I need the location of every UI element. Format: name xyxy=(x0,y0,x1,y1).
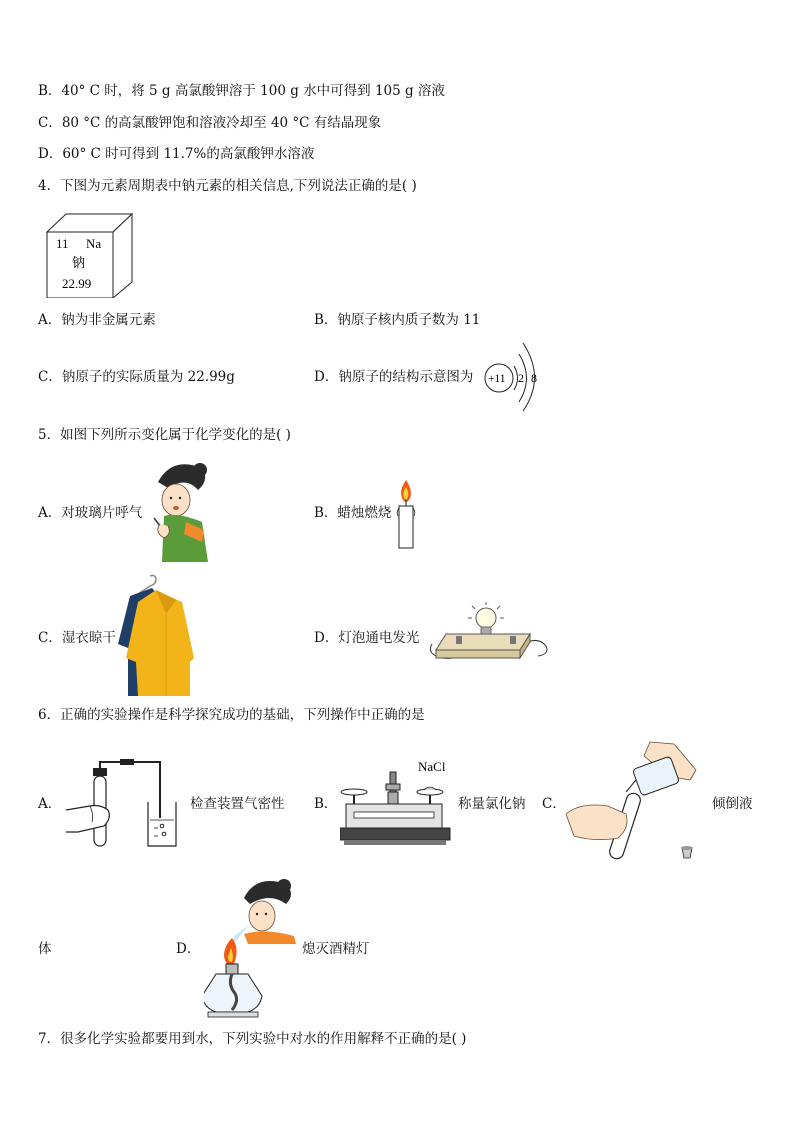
element-symbol: Na xyxy=(86,236,102,251)
sodium-atom-structure-diagram xyxy=(480,340,542,412)
q5-option-a: A．对玻璃片呼气 xyxy=(38,505,143,521)
q6-option-a-text: 检查装置气密性 xyxy=(190,796,285,812)
balance-weighing-nacl-image xyxy=(340,756,456,848)
q3-option-c: C．80 °C 的高氯酸钾饱和溶液冷却至 40 °C 有结晶现象 xyxy=(38,115,382,131)
q5-option-d: D．灯泡通电发光 xyxy=(314,630,420,646)
element-mass: 22.99 xyxy=(62,276,92,291)
nacl-reagent-label: NaCl xyxy=(418,759,446,774)
q7-stem: 7．很多化学实验都要用到水，下列实验中对水的作用解释不正确的是( ) xyxy=(38,1031,467,1047)
q4-option-a: A．钠为非金属元素 xyxy=(38,312,156,328)
element-number: 11 xyxy=(56,236,69,251)
q6-option-b-text: 称量氯化钠 xyxy=(458,796,526,812)
q4-option-b: B．钠原子核内质子数为 11 xyxy=(314,312,481,328)
element-card-sodium xyxy=(44,210,136,298)
q4-option-c: C．钠原子的实际质量为 22.99g xyxy=(38,369,235,385)
q6-option-c-text: 倾倒液 xyxy=(712,796,753,812)
burning-candle-image xyxy=(392,478,420,550)
q5-stem: 5．如图下列所示变化属于化学变化的是( ) xyxy=(38,427,291,443)
atom-nucleus-label: +11 xyxy=(488,373,506,385)
q6-option-c-label: C． xyxy=(542,796,566,812)
q6-option-a-label: A． xyxy=(38,796,62,812)
q6-stem: 6．正确的实验操作是科学探究成功的基础，下列操作中正确的是 xyxy=(38,707,425,723)
atom-shell-2-count: 8 xyxy=(531,371,537,385)
q6-option-d-text: 熄灭酒精灯 xyxy=(302,941,370,957)
blowing-out-alcohol-lamp-image xyxy=(204,876,300,1020)
airtightness-check-apparatus-image xyxy=(64,758,188,852)
q5-option-b: B．蜡烛燃烧 xyxy=(314,505,392,521)
q5-option-c: C．湿衣晾干 xyxy=(38,630,116,646)
element-name: 钠 xyxy=(72,255,86,270)
atom-shell-1-count: 2 xyxy=(518,371,524,385)
q3-option-d: D．60° C 时可得到 11.7%的高氯酸钾水溶液 xyxy=(38,146,315,162)
girl-breathing-on-glass-image xyxy=(150,460,212,562)
q3-option-b: B．40° C 时，将 5 g 高氯酸钾溶于 100 g 水中可得到 105 g 溶液 xyxy=(38,83,445,99)
pouring-liquid-test-tube-image xyxy=(564,740,702,866)
light-bulb-circuit-image xyxy=(428,602,550,670)
wet-clothes-drying-image xyxy=(116,574,194,698)
q6-option-b-label: B． xyxy=(314,796,338,812)
q6-option-d-label: D． xyxy=(176,941,201,957)
q4-option-d: D．钠原子的结构示意图为 xyxy=(314,369,474,385)
q6-option-c-text-continued: 体 xyxy=(38,941,52,957)
q4-stem: 4．下图为元素周期表中钠元素的相关信息,下列说法正确的是( ) xyxy=(38,178,417,194)
